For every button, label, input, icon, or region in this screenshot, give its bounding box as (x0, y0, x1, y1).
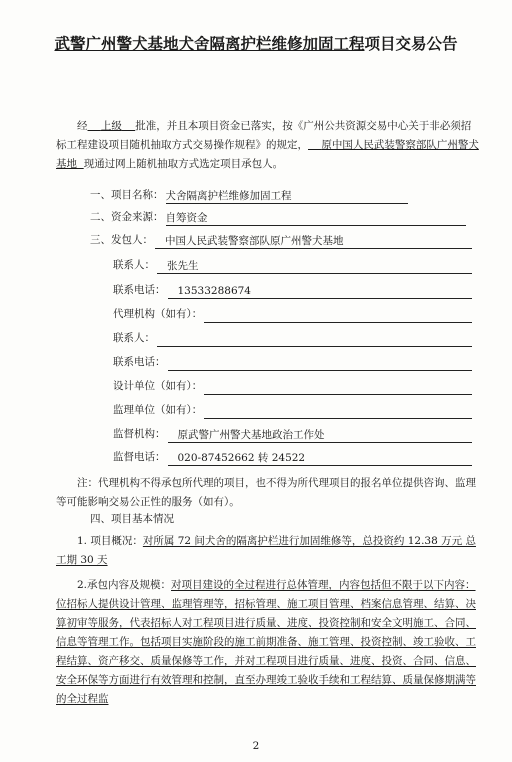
field-value (168, 356, 473, 371)
scope-paragraph (56, 576, 480, 709)
intro-paragraph (56, 117, 480, 174)
field-contact-phone (113, 281, 472, 299)
overview-label: 1. 项目概况： (77, 535, 143, 547)
field-project-name (90, 186, 408, 204)
field-value: 020-87452662 转 24522 (168, 451, 473, 466)
project-overview (56, 532, 480, 570)
field-label: 代理机构（如有）： (113, 308, 203, 320)
field-contact-person (113, 256, 472, 274)
field-label: 一、项目名称： (90, 189, 164, 201)
field-oversight-body (113, 425, 472, 443)
field-oversight-phone (113, 448, 472, 466)
field-agency-contact (113, 329, 472, 347)
field-label: 联系人： (113, 332, 155, 344)
field-value (204, 308, 472, 323)
field-label: 设计单位（如有）： (113, 380, 203, 392)
title-project-name: 武警广州警犬基地犬舍隔离护栏维修加固工程 (54, 34, 365, 53)
title-suffix: 项目交易公告 (364, 34, 458, 53)
field-label: 联系电话： (113, 284, 166, 296)
page-title (40, 27, 472, 60)
overview-text: 对所属 72 间犬舍的隔离护栏进行加固维修等，总投资约 12.38 万元 总工期 30 天 (56, 535, 476, 566)
intro-org: 原中国人民武装警察部队广州警犬基地 (56, 139, 479, 170)
field-label: 联系人： (113, 259, 155, 271)
field-value: 中国人民武装警察部队原广州警犬基地 (155, 234, 472, 249)
field-label: 监理单位（如有）： (113, 404, 203, 416)
field-value: 原武警广州警犬基地政治工作处 (168, 428, 473, 443)
field-label: 联系电话： (113, 356, 166, 368)
field-agency-phone (113, 353, 472, 371)
section-heading-project-info: 四、项目基本情况 (90, 513, 174, 525)
field-label: 二、资金来源： (90, 211, 164, 223)
field-supervision-unit (113, 401, 472, 419)
field-value (157, 332, 472, 347)
scope-text: 对项目建设的全过程进行总体管理，内容包括但不限于以下内容：位招标人提供设计管理、监理管理等，招标管理、施工项目管理、档案信息管理、结算、决算初审等服务，代表招标人对工程项目进行质量、进度、投资控制和安全文明施工、合同、信息等管理工作。包括项目实施阶段的施工前期准备、施工管理、投资控制、竣工验收、工程结算、资产移交、质量保修等工作，并对工程项目进行质量、进度、投资、合同、信息、安全环保等方面进行有效管理和控制，直至办理竣工验收手续和工程结算、质量保修期满等的全过程监 (56, 579, 476, 705)
field-label: 监督电话： (113, 451, 166, 463)
field-fund-source (90, 208, 466, 226)
intro-approver: 上级 (100, 120, 122, 132)
field-value: 犬舍隔离护栏维修加固工程 (166, 189, 409, 204)
field-label: 三、发包人： (90, 234, 153, 246)
field-value: 自筹资金 (166, 211, 467, 226)
field-employer (90, 231, 472, 249)
page-number: 2 (252, 740, 260, 752)
field-agency (113, 305, 472, 323)
intro-text-2: 批准，并且本项目资金已落实，按《广州公共资源交易中心关于非必须招标工程建设项目随机抽取方式交易操作规程》的规定， (56, 120, 472, 151)
field-design-unit (113, 377, 472, 395)
intro-text-3: 现通过网上随机抽取方式选定项目承包人。 (83, 158, 284, 170)
note-paragraph: 注：代理机构不得承包所代理的项目，也不得为所代理项目的报名单位提供咨询、监理等可能影响交易公正性的服务（如有）。 (56, 477, 476, 508)
field-value: 13533288674 (168, 284, 473, 299)
field-value (204, 404, 472, 419)
field-value: 张先生 (157, 259, 472, 274)
intro-text-1: 经 (77, 120, 88, 132)
scope-label: 2.承包内容及规模： (77, 579, 172, 591)
field-value (204, 380, 472, 395)
field-label: 监督机构： (113, 428, 166, 440)
